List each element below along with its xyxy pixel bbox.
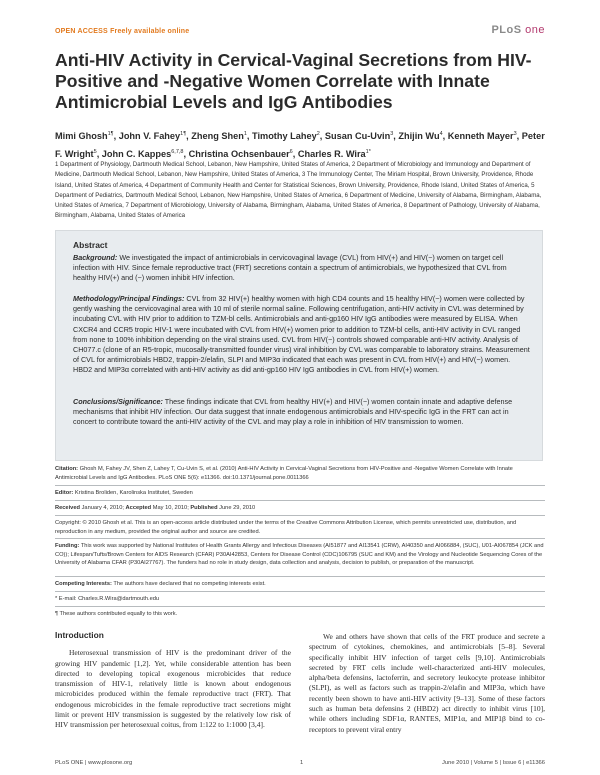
author-name: Mimi Ghosh (55, 131, 108, 142)
equal-contribution: ¶ These authors contributed equally to this work. (55, 611, 178, 617)
author (325, 131, 393, 141)
citation (55, 465, 545, 482)
author-name: Charles R. Wira (297, 149, 366, 160)
published-lead: Published (190, 505, 218, 511)
author (252, 131, 320, 141)
footer-issue: June 2010 | Volume 5 | Issue 6 | e11366 (441, 760, 545, 766)
intro-paragraph-continued: We and others have shown that cells of the FRT produce and secrete a spectrum of cytokines, chemokines, and antimicrobials [5–8]. Several specifically inhibit HIV infection of target cells [9,10]. Antimicrobials secreted by FRT cells include well-characterized anti-HIV molecules, alpha/beta defensins, lactoferrin, and secretory leukocyte protease inhibitor (SLPI), as well as factors such as trappin-2/elafin and MIP3α, which have recently been shown to have anti-HIV activity [9–13]. Some of these factors such as human beta defensins 2 (HBD2) act directly to inhibit virus [10], while others including SDF1α, RANTES, MIP1α, and MIP1β bind to co-receptors to prevent viral entry (309, 632, 545, 734)
abstract-background (73, 253, 531, 284)
divider (55, 606, 545, 607)
competing-lead: Competing Interests: (55, 581, 112, 587)
accepted-date: May 10, 2010; (152, 505, 189, 511)
author-name: Zheng Shen (191, 131, 244, 142)
divider (55, 538, 545, 539)
methods-text: CVL from 32 HIV(+) healthy women with high CD4 counts and 15 healthy HIV(−) women were collected by gently washing the cervicovaginal area with 10 ml of sterile normal saline. Following centrifugation, anti-HIV activity in CVL was determined by incubating CVL with HIV prior to addition to TZM-bl cells. Antimicrobials and anti-gp160 HIV IgG antibodies were measured by ELISA. When CXCR4 and CCR5 tropic HIV-1 were incubated with CVL from HIV(+) women prior to addition to TZM-bl cells, anti-HIV activity in CVL ranged from none to 100% inhibition depending on the viral strains used. CVL from HIV(−) controls showed comparable anti-HIV activity. Analysis of CH077.c (clone of an R5-tropic, mucosally-transmitted founder virus) viral inhibition by CVL was comparable to laboratory strains. Measurement of CVL for antimicrobials HBD2, trappin-2/elafin, SLPI and MIP3α indicated that each was present in CVL from HIV(+) and HIV(−) women. HBD2 and MIP3α correlated with anti-HIV activity as did anti-gp160 HIV IgG antibodies in CVL from HIV(+) women. (73, 294, 530, 375)
author-name: John C. Kappes (101, 149, 172, 160)
affiliations: 1 Department of Physiology, Dartmouth Medical School, Lebanon, New Hampshire, United States of America, 2 Department of Microbiology and Immunology and Department of Medicine, Dartmouth Medical School, Lebanon, New Hampshire, United States of America, 3 The Immunology Center, The Miriam Hospital, Brown University, Providence, Rhode Island, United States of America, 4 Department of Community Health and Center for Statistical Sciences, Brown University, Providence, Rhode Island, United States of America, 5 Department of Pediatrics, Dartmouth Medical School, Lebanon, New Hampshire, United States of America, 6 Department of Medicine, University of Alabama, Birmingham, Alabama, United States of America, 7 Department of Microbiology, University of Alabama, Birmingham, Alabama, United States of America, 8 Department of Pathology, University of Alabama, Birmingham, Alabama, United States of America (55, 161, 542, 220)
abstract-heading: Abstract (73, 240, 108, 250)
published-date: June 29, 2010 (219, 505, 256, 511)
author (398, 131, 442, 141)
logo-one: one (525, 24, 545, 36)
author-name: Timothy Lahey (252, 131, 317, 142)
logo-plos: PLoS (491, 24, 522, 36)
author-list: Mimi Ghosh$^{1\P}$, John V. Fahey$^{1\P}$, Zheng Shen$^1$, Timothy Lahey$^2$, Susan Cu-Uvin$^3$, Zhijin Wu$^4$, Kenneth Mayer$^3$, Peter F. Wright$^5$, John C. Kappes$^{6,7,8}$, Christina Ochsenbauer$^6$, Charles R. Wira$^{1*}$ (55, 131, 545, 160)
journal-header (55, 24, 545, 41)
author-name: Christina Ochsenbauer (188, 149, 290, 160)
author-affiliation-marker: 4 (439, 131, 443, 137)
author (119, 131, 186, 141)
dates (55, 504, 545, 513)
author-affiliation-marker: 3 (513, 131, 517, 137)
funding-text: This work was supported by National Institutes of Health Grants Allergy and Infectious Diseases (AI51877 and AI13541 (CRW), AI40350 and AI066884, (SUC), U01-AI067854 (JCK and CO)); Lifespan/Tufts/Brown Centers for AIDS Research (CFAR) P30AI42853, Centers for Disease Control (CDC)106795 (SUC and KM) and the Virology and Nucleotide Sequencing Cores of the University of Alabama CFAR (P30AI27767). The funders had no role in study design, data collection and analysis, decision to publish, or preparation of the manuscript. (55, 543, 544, 567)
author-affiliation-marker: 1¶ (180, 131, 187, 137)
author (191, 131, 247, 141)
editor (55, 489, 545, 498)
author-affiliation-marker: 1* (365, 149, 371, 156)
open-access-banner (55, 28, 189, 35)
author (102, 149, 184, 159)
competing-interests (55, 580, 545, 589)
background-lead: Background: (73, 253, 118, 262)
funding (55, 542, 545, 568)
corresponding-email: * E-mail: Charles.R.Wira@dartmouth.edu (55, 596, 160, 602)
methods-lead: Methodology/Principal Findings: (73, 294, 185, 303)
freely-available-label: Freely available online (110, 28, 190, 35)
body-column-right (309, 632, 545, 735)
received-date: January 4, 2010; (81, 505, 124, 511)
divider (55, 576, 545, 577)
divider (55, 500, 545, 501)
received-lead: Received (55, 505, 80, 511)
copyright: Copyright: © 2010 Ghosh et al. This is an open-access article distributed under the terms of the Creative Commons Attribution License, which permits unrestricted use, distribution, and reproduction in any medium, provided the original author and source are credited. (55, 520, 517, 535)
background-text: We investigated the impact of antimicrobials in cervicovaginal lavage (CVL) from HIV(+) and HIV(−) women on target cell infection with HIV. Since female reproductive tract (FRT) secretions contain a spectrum of antimicrobials, we hypothesized that CVL from healthy HIV(+) and (−) women inhibit HIV infection. (73, 253, 507, 283)
author (298, 149, 371, 159)
author (189, 149, 293, 159)
divider (55, 515, 545, 516)
open-access-label: OPEN ACCESS (55, 28, 108, 35)
competing-text: The authors have declared that no competing interests exist. (113, 581, 266, 587)
author-affiliation-marker: 1¶ (107, 131, 114, 137)
abstract-conclusions (73, 397, 531, 428)
abstract-box (55, 230, 543, 461)
author-affiliation-marker: 5 (93, 149, 97, 156)
editor-lead: Editor: (55, 490, 74, 496)
author-affiliation-marker: 6 (289, 149, 293, 156)
author-affiliation-marker: 1 (243, 131, 247, 137)
intro-paragraph: Heterosexual transmission of HIV is the predominant driver of the growing HIV pandemic [1,2]. Yet, while considerable attention has been directed to developing topical exogenous microbicides that reduce transmission of HIV-1, relatively little is known about endogenous microbicides produced within the female reproductive tract (FRT). That endogenous microbicides in the female reproductive tract secretions might limit or prevent HIV transmission is suggested by the relatively low risk of HIV transmission per heterosexual coitus, from 1:122 to 1:1000 [3,4]. (55, 648, 291, 730)
funding-lead: Funding: (55, 543, 80, 549)
divider (55, 591, 545, 592)
accepted-lead: Accepted (125, 505, 152, 511)
author-name: Kenneth Mayer (447, 131, 514, 142)
footer-page-number: 1 (300, 760, 304, 766)
introduction-heading: Introduction (55, 630, 104, 640)
author-name: Peter F. Wright (55, 131, 545, 160)
author (55, 131, 114, 141)
author (448, 131, 517, 141)
footer-journal: PLoS ONE | www.plosone.org (55, 760, 133, 766)
editor-text: Kristina Broliden, Karolinska Institutet, Sweden (74, 490, 193, 496)
abstract-methods (73, 294, 531, 376)
conclusions-text: These findings indicate that CVL from healthy HIV(+) and HIV(−) women contain innate and adaptive defense mechanisms that inhibit HIV infection. Our data suggest that innate endogenous antimicrobials and HIV-specific IgG in the FRT can act in concert to contribute toward the anti-HIV activity of the CVL and may play a role in inhibition of HIV transmission to women. (73, 397, 513, 427)
author-name: John V. Fahey (118, 131, 181, 142)
author-affiliation-marker: 6,7,8 (171, 149, 184, 156)
divider (55, 485, 545, 486)
author-affiliation-marker: 3 (390, 131, 394, 137)
author-name: Zhijin Wu (398, 131, 440, 142)
article-title: Anti-HIV Activity in Cervical-Vaginal Secretions from HIV-Positive and -Negative Women Correlate with Innate Antimicrobial Levels and IgG Antibodies (55, 50, 532, 112)
citation-lead: Citation: (55, 466, 79, 472)
plos-one-logo (491, 24, 545, 36)
author-name: Susan Cu-Uvin (324, 131, 391, 142)
body-column-left (55, 630, 291, 731)
author-affiliation-marker: 2 (316, 131, 320, 137)
conclusions-lead: Conclusions/Significance: (73, 397, 163, 406)
citation-text: Ghosh M, Fahey JV, Shen Z, Lahey T, Cu-Uvin S, et al. (2010) Anti-HIV Activity in Cervical-Vaginal Secretions from HIV-Positive and -Negative Women Correlate with Innate Antimicrobial Levels and IgG Antibodies. PLoS ONE 5(6): e11366. doi:10.1371/journal.pone.0011366 (55, 466, 513, 481)
